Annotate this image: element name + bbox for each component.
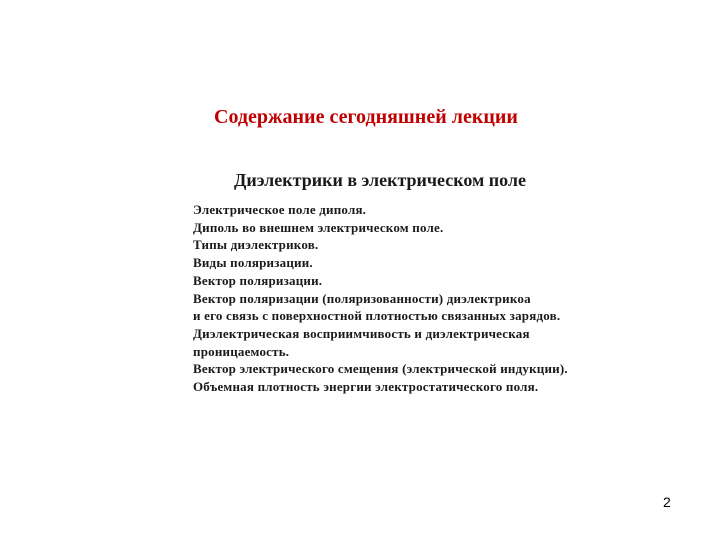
topic-item: Типы диэлектриков.	[193, 237, 319, 253]
page-number: 2	[663, 494, 671, 510]
topic-item: Объемная плотность энергии электростатического поля.	[193, 379, 539, 395]
topic-item: Вектор поляризации (поляризованности) диэлектрикоа	[193, 290, 531, 306]
topic-item: проницаемость.	[193, 343, 290, 359]
topic-item: Диэлектрическая восприимчивость и диэлектрическая	[193, 325, 530, 341]
topic-item: и его связь с поверхностной плотностью связанных зарядов.	[193, 308, 561, 324]
topic-item: Диполь во внешнем электрическом поле.	[193, 219, 444, 235]
slide-title: Содержание сегодняшней лекции	[214, 106, 518, 128]
topic-item: Вектор поляризации.	[193, 272, 323, 288]
topic-item: Вектор электрического смещения (электрической индукции).	[193, 361, 568, 377]
topic-item: Виды поляризации.	[193, 255, 313, 271]
slide-subtitle: Диэлектрики в электрическом поле	[233, 170, 527, 190]
topic-list	[193, 201, 568, 396]
topic-item: Электрическое поле диполя.	[193, 202, 367, 217]
